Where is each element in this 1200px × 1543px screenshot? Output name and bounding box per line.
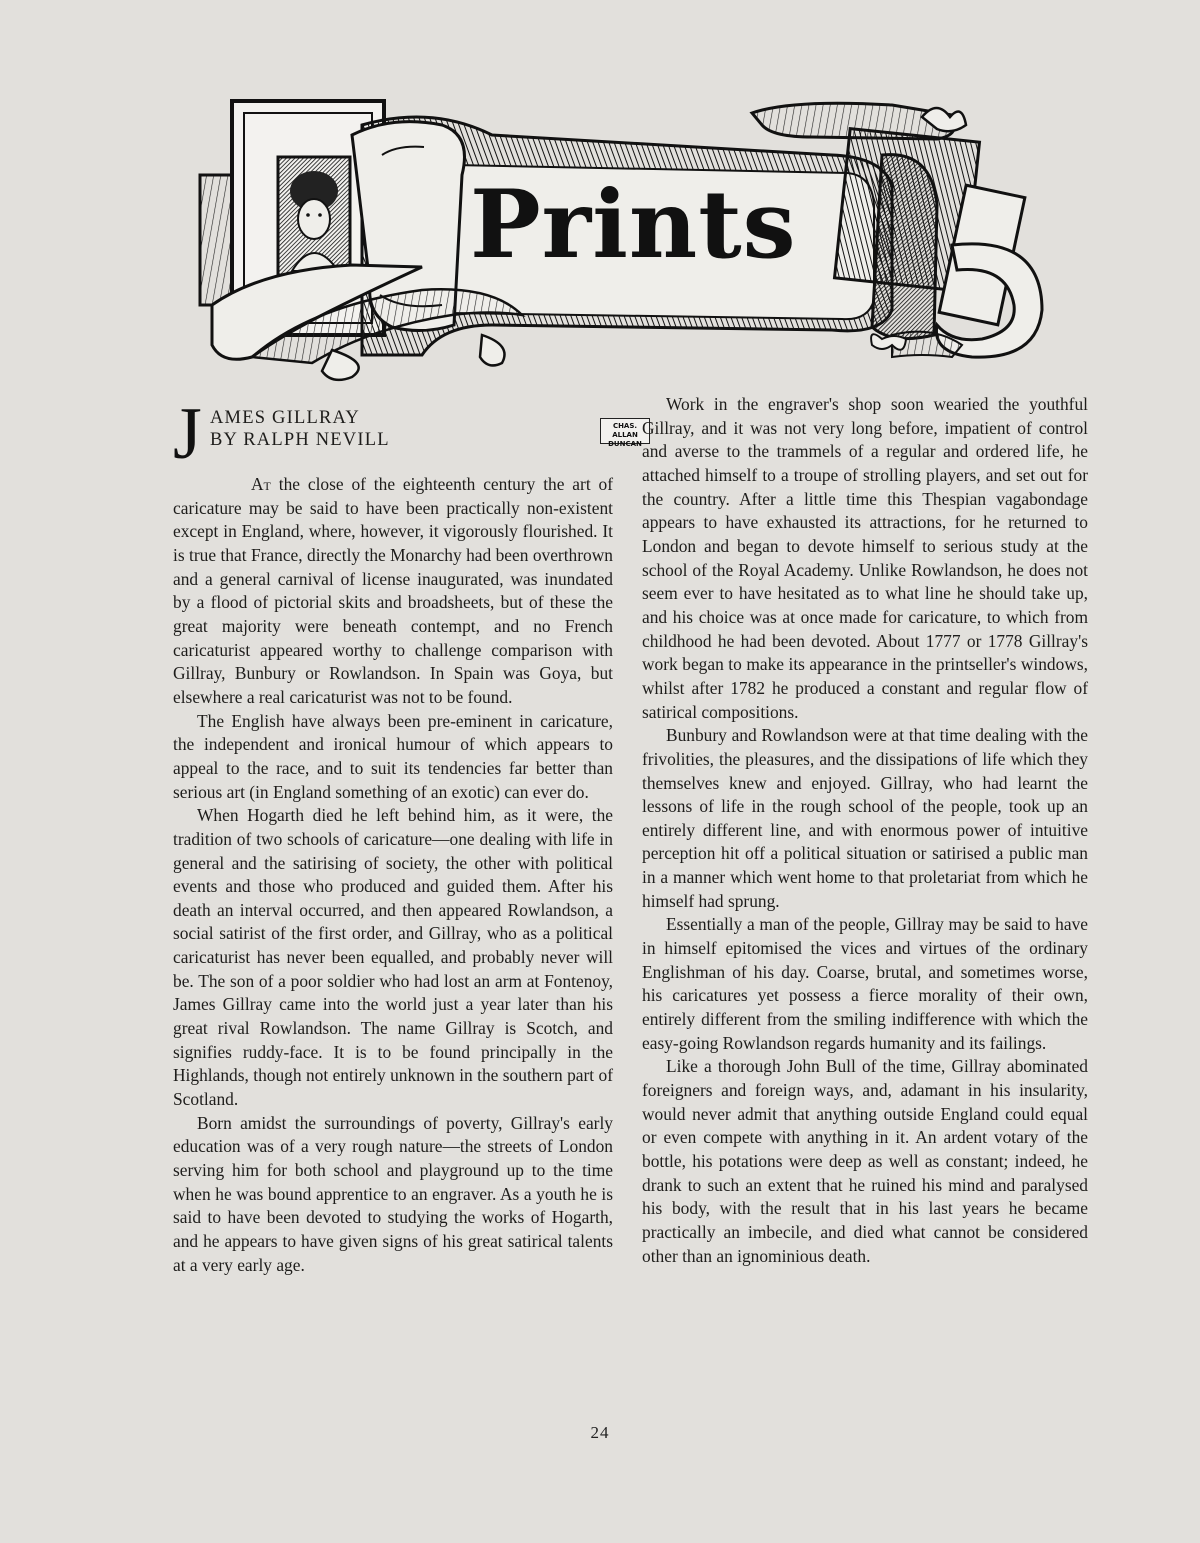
paragraph: Born amidst the surroundings of poverty, Gillray's early education was of a very rough nature—the streets of London serving him for both school and playground up to the time when he was bound apprentice to an engraver. As a youth he is said to have been devoted to studying the works of Hogarth, and he appears to have given signs of his great satirical talents at a very early age. xyxy=(173,1112,613,1275)
paragraph: The English have always been pre-eminent in caricature, the independent and ironical humour of which appears to appeal to the race, and to suit its tendencies far better than serious art (in England something of an exotic) can ever do. xyxy=(173,710,613,802)
paragraph: Essentially a man of the people, Gillray may be said to have in himself epitomised the vices and virtues of the ordinary Englishman of his day. Coarse, brutal, and sometimes worse, his caricatures yet possess a fierce morality of their own, entirely different from the smiling indifference with which the easy-going Rowlandson regards humanity and its failings. xyxy=(642,914,1088,1053)
artist-signature: CHAS. ALLAN DUNCAN xyxy=(600,418,650,444)
first-word: At xyxy=(251,474,271,494)
article-title-rest: AMES GILLRAY xyxy=(210,408,360,428)
left-column xyxy=(173,393,613,1277)
right-column xyxy=(642,393,1088,1268)
paragraph: When Hogarth died he left behind him, as it were, the tradition of two schools of caricature—one dealing with life in general and the satirising of society, the other with political events and those who produced and guided them. After his death an interval occurred, and then appeared Rowlandson, a social satirist of the first order, and Gillray, who as a political caricaturist has never been equalled, and probably never will be. The son of a poor soldier who had lost an arm at Fontenoy, James Gillray came into the world just a year later than his great rival Rowlandson. The name Gillray is Scotch, and signifies ruddy-face. It is to be found principally in the Highlands, though not entirely unknown in the southern part of Scotland. xyxy=(173,805,613,1110)
intro-text: the close of the eighteenth century the art of caricature may be said to have been practically non-existent except in England, where, however, it vigorously flourished. It is true that France, directly the Monarchy had been overthrown and a general carnival of license inaugurated, was inundated by a flood of pictorial skits and broadsheets, but of these the great majority were beneath contempt, and no French caricaturist appeared worthy to challenge comparison with Gillray, Bunbury or Rowlandson. In Spain was Goya, but elsewhere a real caricaturist was not to be found. xyxy=(173,474,613,707)
paragraph-intro xyxy=(173,473,613,710)
paragraph: Like a thorough John Bull of the time, Gillray abominated foreigners and foreign ways, and, adamant in his insularity, would never admit that anything outside England could equal or even compete with anything in it. An ardent votary of the bottle, his potations were deep as well as constant; indeed, he drank to such an extent that he ruined his mind and paralysed his body, with the result that in his last years he became practically an imbecile, and died what cannot be considered other than an ignominious death. xyxy=(642,1056,1088,1266)
drop-cap: J xyxy=(173,393,202,475)
author-line: BY RALPH NEVILL xyxy=(210,430,390,450)
page-title: Prints xyxy=(470,170,797,280)
article-byline xyxy=(173,393,613,475)
paragraph: Work in the engraver's shop soon wearied the youthful Gillray, and it was not very long before, impatient of control and averse to the trammels of a regular and ordered life, he attached himself to a troupe of strolling players, and set out for the country. After a little time this Thespian vagabondage appears to have exhausted its attractions, for he returned to London and began to devote himself to serious study at the school of the Royal Academy. Unlike Rowlandson, he does not seem ever to have hesitated as to what line he should take up, and his choice was at once made for caricature, to which from childhood he had been devoted. About 1777 or 1778 Gillray's work began to make its appearance in the printseller's windows, whilst after 1782 he produced a constant and regular flow of satirical compositions. xyxy=(642,394,1088,722)
page-number: 24 xyxy=(590,1423,610,1442)
paragraph: Bunbury and Rowlandson were at that time dealing with the frivolities, the pleasures, and the dissipations of life which they themselves knew and enjoyed. Gillray, who had learnt the lessons of life in the rough school of the people, took up an entirely different line, and with enormous power of intuitive perception hit off a political situation or satirised a public man in a manner which went home to that proletariat from which he himself had sprung. xyxy=(642,725,1088,911)
